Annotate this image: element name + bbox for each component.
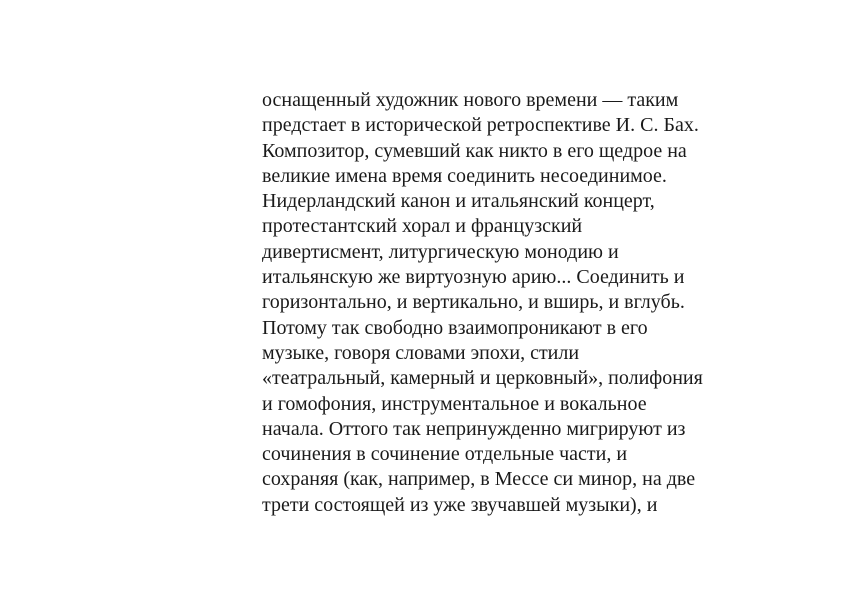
text-line-14: начала. Оттого так непринужденно мигрируют из (262, 417, 686, 440)
text-line-6: протестантский хорал и французский (262, 215, 583, 238)
text-line-2: предстает в исторической ретроспективе И. С. Бах. (262, 114, 699, 137)
text-line-4: великие имена время соединить несоединимое. (262, 164, 667, 187)
text-line-11: музыке, говоря словами эпохи, стили (262, 341, 580, 364)
text-line-3: Композитор, сумевший как никто в его щедрое на (262, 139, 687, 162)
text-line-9: горизонтально, и вертикально, и вширь, и вглубь. (262, 291, 685, 314)
text-line-16: сохраняя (как, например, в Мессе си минор, на две (262, 468, 696, 491)
text-line-1: оснащенный художник нового времени — таким (262, 89, 679, 111)
text-line-15: сочинения в сочинение отдельные части, и (262, 443, 628, 466)
text-line-17: трети состоящей из уже звучавшей музыки), и (262, 493, 658, 516)
text-line-13: и гомофония, инструментальное и вокальное (262, 392, 647, 415)
text-line-10: Потому так свободно взаимопроникают в его (262, 316, 648, 339)
body-text (262, 88, 822, 518)
text-line-7: дивертисмент, литургическую монодию и (262, 240, 619, 263)
text-line-12: «театральный, камерный и церковный», полифония (262, 367, 703, 390)
text-line-8: итальянскую же виртуозную арию... Соединить и (262, 266, 685, 289)
text-line-5: Нидерландский канон и итальянский концерт, (262, 190, 655, 213)
